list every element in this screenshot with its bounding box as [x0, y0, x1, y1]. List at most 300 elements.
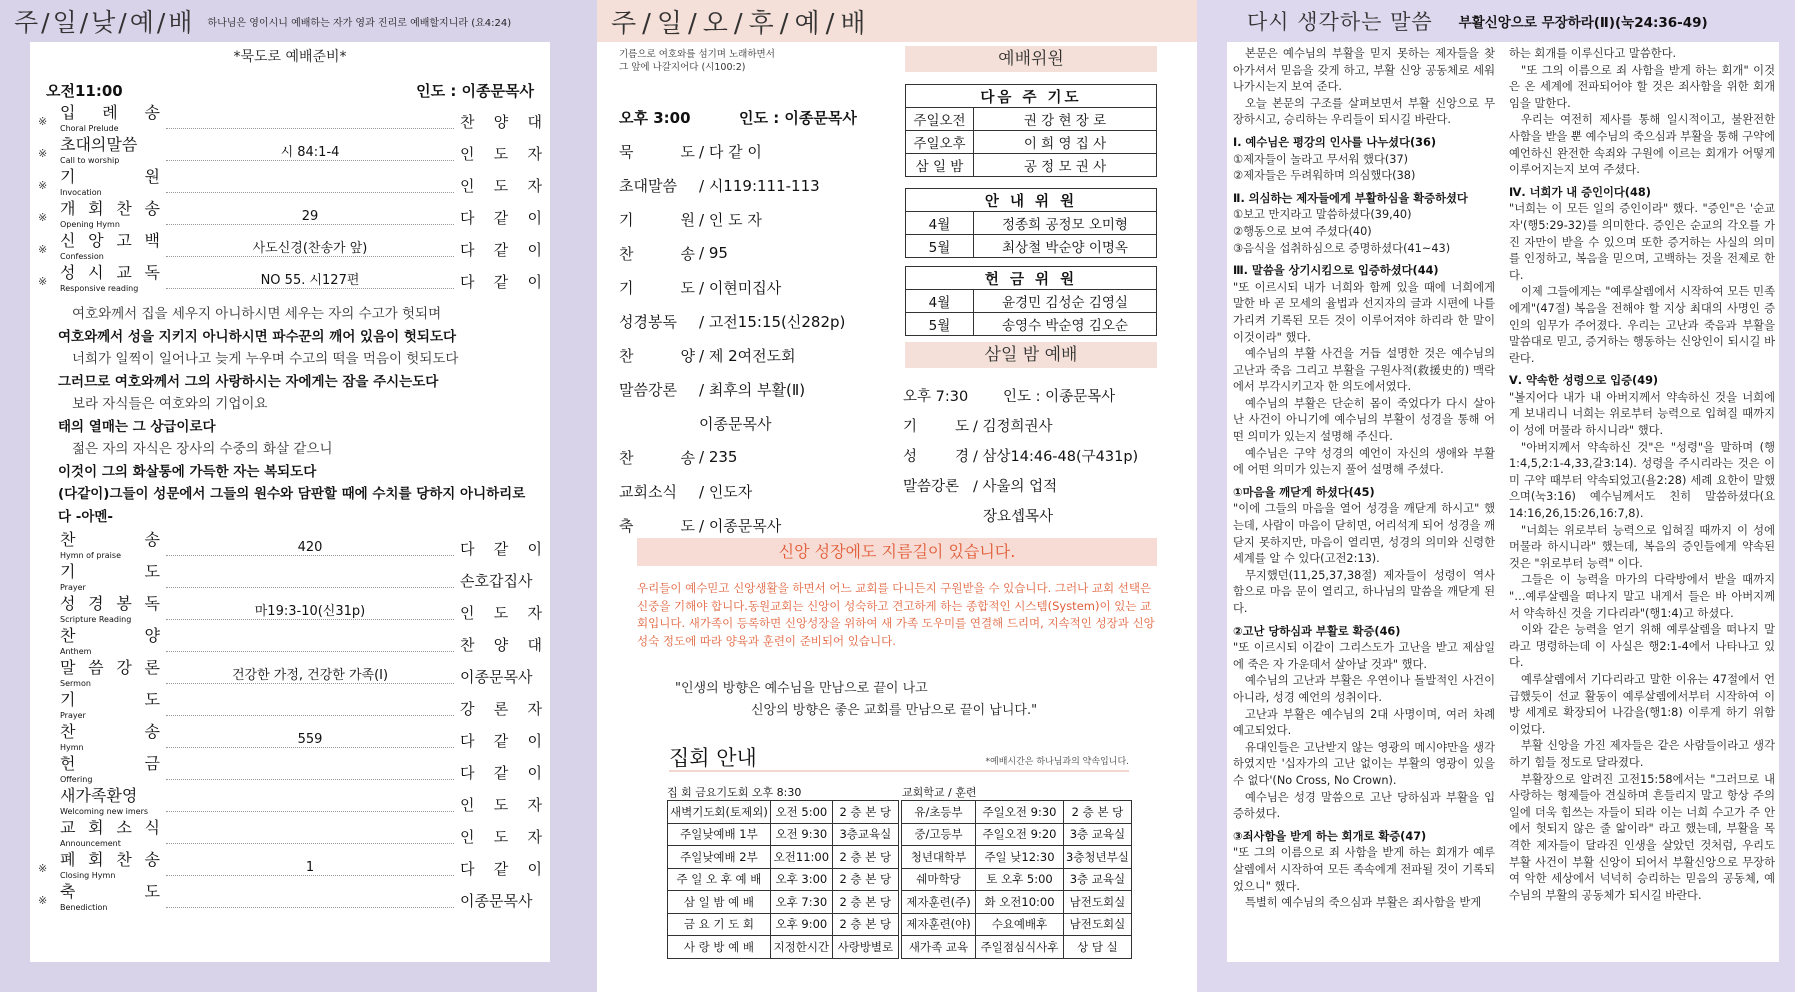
meeting-cell: 새가족 교육: [902, 936, 976, 959]
sermon-paragraph: 무지했던(11,25,37,38절) 제자들이 성령이 역사함으로 마음 문이 열리고, 하나님의 말씀을 깨닫게 된다.: [1233, 568, 1495, 615]
staff-table-names: 정종희 공정모 오미형: [974, 212, 1157, 235]
staff-table-names: 최상철 박순양 이명옥: [974, 235, 1157, 258]
sermon-recap-panel: [1197, 0, 1795, 992]
staff-table-heading: 다음 주 기도: [906, 85, 1157, 108]
order-list-bottom: [38, 532, 542, 916]
sermon-paragraph: 부활장으로 알려진 고전15:58에서는 "그러므로 내 사랑하는 형제들아 견실하며 흔들리지 말고 항상 주의 일에 더욱 힘쓰는 자들이 되라 이는 너희 수고가 주 안에서 헛되지 않은 줄 앎이라" 라고 했는데, 부활을 목격한 제자들이 달라진 인생을 살았던 것처럼, 우리도 부활 사건이 부활 신앙이 되어서 부활신앙으로 무장하여 악한 세상에서 넉넉히 승리하는 믿음의 공동체, 예수님의 부활의 공동체가 되시길 바란다.: [1509, 772, 1775, 902]
afternoon-row-value: / 인도자: [699, 482, 753, 501]
sermon-paragraph: 예수님의 고난과 부활은 우연이나 돌발적인 사건이 아니라, 성경 예언의 성취이다.: [1233, 674, 1495, 704]
order-leader: 인 도 자: [460, 176, 542, 195]
meeting-row: [902, 823, 1132, 846]
order-list-top: [38, 105, 542, 297]
quote-line1: "인생의 방향은 예수님을 만남으로 끝이 나고: [675, 681, 928, 696]
meeting-cell: 3층 교육실: [1064, 868, 1132, 891]
afternoon-row-label: 찬 송: [619, 448, 695, 467]
morning-banner: [0, 0, 597, 42]
staff-table-role: 5월: [906, 313, 974, 336]
afternoon-row-value: / 이현미집사: [699, 278, 782, 297]
evening-leader: 인도 : 이종문목사: [1003, 388, 1116, 405]
afternoon-row-label: 찬 양: [619, 346, 695, 365]
meeting-row: [668, 868, 899, 891]
evening-row-label: 기 도: [903, 418, 969, 435]
order-leader: 이종문목사: [460, 891, 533, 910]
morning-service-panel: [0, 0, 597, 992]
order-detail-text: [307, 892, 313, 907]
order-leader: 강 론 자: [460, 699, 542, 718]
meeting-cell: 사 랑 방 예 배: [668, 936, 771, 959]
order-item: [38, 596, 542, 628]
order-detail-text: 559: [295, 732, 326, 747]
afternoon-row-value: 이종문목사: [699, 414, 772, 433]
evening-row: [903, 500, 1163, 530]
ushers-table: [905, 188, 1157, 258]
order-label: [60, 756, 160, 788]
sermon-paragraph: 유대인들은 고난받지 않는 영광의 메시야만을 생각하였지만 '십자가의 고난 없이는 부활의 영광이 있을 수 없다'(No Cross, No Crown).: [1233, 740, 1495, 787]
order-label: [60, 105, 160, 137]
order-label-english: Invocation: [60, 188, 102, 197]
meeting-cell: 화 오전10:00: [976, 891, 1064, 914]
order-label-english: Hymn of praise: [60, 551, 121, 560]
meeting-cell: 쉐마학당: [902, 868, 976, 891]
order-label: [60, 884, 160, 916]
staff-table-role: 4월: [906, 290, 974, 313]
staff-table-names: 권 강 현 장 로: [974, 108, 1157, 131]
order-detail: [166, 700, 454, 716]
reading-line: 여호와께서 집을 세우지 아니하시면 세우는 자의 수고가 헛되며: [72, 306, 442, 322]
sermon-paragraph: 이와 같은 능력을 얻기 위해 예루살렘을 떠나지 말라고 명령하는데 이 사실은 행2:1-4에서 나타나고 있다.: [1509, 623, 1775, 670]
order-detail-text: [307, 636, 313, 651]
order-label-korean: 개 회 찬 송: [60, 199, 160, 218]
sermon-paragraph: 예수님의 부활은 단순히 몸이 죽었다가 다시 살아난 사건이 아니기에 예수님의 부활이 성경을 통해 어떤 의미가 있는지 설명해 주신다.: [1233, 396, 1495, 444]
evening-time: 오후 7:30: [903, 388, 969, 405]
order-label-korean: 신 앙 고 백: [60, 231, 160, 250]
order-detail: [166, 828, 454, 844]
order-leader: 인 도 자: [460, 827, 542, 846]
order-item: [38, 564, 542, 596]
afternoon-leader: 인도 : 이종문목사: [739, 108, 857, 127]
order-leader: 인 도 자: [460, 795, 542, 814]
offering-table: [905, 266, 1157, 336]
order-item: [38, 265, 542, 297]
meeting-cell: 주일낮예배 2부: [668, 846, 771, 869]
order-marker: ※: [38, 274, 48, 288]
staff-table-role: 4월: [906, 212, 974, 235]
order-item: [38, 852, 542, 884]
staff-table-role: 주일오전: [906, 108, 974, 131]
staff-table-head-row: [906, 267, 1157, 290]
order-detail: [166, 764, 454, 780]
order-detail: [166, 273, 454, 289]
afternoon-row: [619, 236, 879, 270]
evening-order: [903, 380, 1163, 530]
order-item: [38, 201, 542, 233]
growth-quote: [675, 678, 1155, 722]
order-detail: [166, 636, 454, 652]
meeting-cell: 청년대학부: [902, 846, 976, 869]
order-label-english: Prayer: [60, 711, 86, 720]
afternoon-row: [619, 168, 879, 202]
order-item: [38, 692, 542, 724]
order-marker: ※: [38, 893, 48, 907]
order-item: [38, 660, 542, 692]
afternoon-row: [619, 202, 879, 236]
evening-rows: [903, 410, 1163, 530]
meeting-table-school: [901, 800, 1132, 959]
order-detail-text: 마19:3-10(신31p): [252, 604, 368, 619]
order-label: [60, 532, 160, 564]
sermon-paragraph: 오늘 본문의 구조를 살펴보면서 부활 신앙으로 무장하시고, 승리하는 우리들이 되시길 바란다.: [1233, 96, 1495, 127]
sermon-paragraph: "또 이르시되 이같이 그리스도가 고난을 받고 제삼일에 죽은 자 가운데서 살아날 것과" 했다.: [1233, 641, 1495, 671]
order-label: [60, 564, 160, 596]
order-marker: ※: [38, 242, 48, 256]
staff-table-row: [906, 108, 1157, 131]
afternoon-row: [619, 440, 879, 474]
order-leader: 이종문목사: [460, 667, 533, 686]
order-leader: 다 같 이: [460, 539, 542, 558]
order-detail: [166, 145, 454, 161]
afternoon-row: [619, 474, 879, 508]
staff-table-row: [906, 154, 1157, 177]
sermon-paragraph: 그들은 이 능력을 마가의 다락방에서 받을 때까지 "…예루살렘을 떠나지 말고 내게서 들은 바 아버지께서 약속하신 것을 기다리라"(행1:4)고 하셨다.: [1509, 573, 1775, 620]
growth-body: 우리들이 예수믿고 신앙생활을 하면서 어느 교회를 다니든지 구원받을 수 있습니다. 그러나 교회 선택은 신중을 기해야 합니다.동원교회는 신앙이 성숙하고 견고하게 하는 종합적인 시스템(System)이 있는 교회입니다. 새가족이 등록하면 신앙성장을 위하여 새 가족 도우미를 연결해 드리며, 지속적인 성장과 신앙성숙 정도에 따라 양육과 훈련이 준비되어 있습니다.: [637, 581, 1155, 648]
order-item: [38, 724, 542, 756]
order-label: [60, 596, 160, 628]
order-label-korean: 헌 금: [60, 754, 160, 773]
order-detail-text: [307, 572, 313, 587]
meeting-cell: 상 담 실: [1064, 936, 1132, 959]
sermon-paragraph: "너희는 이 모든 일의 증인이라" 했다. "증인"은 '순교자'(행5:29-32)를 의미한다. 증인은 순교의 각오를 가진 자만이 받을 수 있으며 또한 증거하는 사실의 의미를 인정하고, 복음을 믿으며, 고백하는 것을 전제로 한다.: [1509, 202, 1775, 282]
meeting-row: [902, 801, 1132, 824]
order-label-english: Confession: [60, 252, 104, 261]
order-detail-text: 시 84:1-4: [278, 145, 343, 160]
meeting-cell: 3층교육실: [832, 823, 898, 846]
order-label: [60, 628, 160, 660]
order-detail-text: 사도신경(찬송가 앞): [250, 241, 371, 256]
sermon-paragraph: 부활 신앙을 가진 제자들은 같은 사람들이라고 생각하기 힘들 정도로 달라졌다.: [1509, 739, 1775, 769]
meeting-cell: 주일낮예배 1부: [668, 823, 771, 846]
meeting-cell: 제자훈련(야): [902, 913, 976, 936]
sermon-paragraph: ②행동으로 보여 주셨다(40): [1233, 224, 1372, 238]
sermon-column-left: [1233, 46, 1495, 912]
sermon-paragraph: "또 그의 이름으로 죄 사함을 받게 하는 회개" 이것은 온 세계에 전파되어야 할 것은 죄사함을 위한 회개임을 말한다.: [1509, 63, 1775, 110]
meeting-cell: 2 층 본 당: [832, 801, 898, 824]
order-label-english: Choral Prelude: [60, 124, 119, 133]
order-label-english: Anthem: [60, 647, 92, 656]
meeting-cell: 삼 일 밤 예 배: [668, 891, 771, 914]
evening-row-label: 말씀강론: [903, 478, 960, 495]
order-label-korean: 초대의말씀: [60, 135, 138, 154]
meeting-cell: 유/초등부: [902, 801, 976, 824]
sermon-paragraph: ①마음을 깨닫게 하셨다(45): [1233, 485, 1375, 499]
meeting-cell: 2 층 본 당: [832, 846, 898, 869]
order-leader: 다 같 이: [460, 731, 542, 750]
order-leader: 다 같 이: [460, 208, 542, 227]
meeting-row: [668, 913, 899, 936]
afternoon-verse: [619, 48, 775, 74]
staff-table-row: [906, 235, 1157, 258]
sermon-paragraph: 예수님의 부활 사건을 거듭 설명한 것은 예수님의 고난과 죽음 그리고 부활을 구원사적(救援史的) 맥락에서 부각시키고자 한 의도에서였다.: [1233, 347, 1495, 394]
staff-table-row: [906, 313, 1157, 336]
sermon-paragraph: 예수님은 구약 성경의 예언이 자신의 생애와 부활에 어떤 의미가 있는지 풀어 설명해 주셨다.: [1233, 446, 1495, 477]
order-item: [38, 628, 542, 660]
order-detail-text: 420: [295, 540, 326, 555]
meeting-cell: 오후 3:00: [770, 868, 832, 891]
meeting-cell: 오전 5:00: [770, 801, 832, 824]
staff-table-head-row: [906, 189, 1157, 212]
meeting-cell: 주 일 오 후 예 배: [668, 868, 771, 891]
order-item: [38, 169, 542, 201]
sermon-sheet: [1227, 42, 1779, 962]
meeting-row: [668, 891, 899, 914]
sermon-paragraph: Ⅲ. 말씀을 상기시킴으로 입증하셨다(44): [1233, 264, 1439, 278]
afternoon-row-value: / 고전15:15(신282p): [699, 312, 846, 331]
meeting-row: [902, 913, 1132, 936]
meeting-cell: 2 층 본 당: [832, 913, 898, 936]
meeting-note: *예배시간은 하나님과의 약속입니다.: [985, 757, 1129, 767]
evening-row: [903, 470, 1163, 500]
staff-table-names: 윤경민 김성순 김영실: [974, 290, 1157, 313]
evening-header: [903, 380, 1163, 410]
afternoon-row: [619, 406, 879, 440]
order-label: [60, 820, 160, 852]
order-label-english: Hymn: [60, 743, 84, 752]
afternoon-row-value: / 최후의 부활(Ⅱ): [699, 380, 806, 399]
meeting-row: [668, 823, 899, 846]
afternoon-row-label: 기 원: [619, 210, 695, 229]
order-detail: [166, 732, 454, 748]
afternoon-row-value: / 95: [699, 244, 728, 262]
order-label-korean: 성 시 교 독: [60, 263, 160, 282]
sermon-section-title: 다시 생각하는 말씀: [1247, 10, 1433, 34]
service-header: [46, 80, 534, 101]
sermon-paragraph: "이에 그들의 마음을 열어 성경을 깨닫게 하시고" 했는데, 사람이 마음이 닫히면, 어리석게 되어 성경을 깨닫지 못하지만, 마음이 열리면, 성경의 의미와 신령한 세계를 알 수 있다(고전2:13).: [1233, 502, 1495, 566]
order-detail-text: NO 55. 시127편: [258, 273, 363, 288]
afternoon-row-value: / 235: [699, 448, 738, 466]
sermon-paragraph: 예루살렘에서 기다리라고 말한 이유는 47절에서 언급했듯이 선교 활동이 예루살렘에서부터 시작하여 이방 세계로 확장되어 나감을(행1:8) 이루게 하기 위함이었다.: [1509, 672, 1775, 736]
meeting-cell: 오후 9:00: [770, 913, 832, 936]
evening-row-value: 장요셉목사: [983, 508, 1054, 525]
afternoon-header: [619, 100, 879, 134]
meeting-row: [668, 846, 899, 869]
meeting-cell: 남전도회실: [1064, 913, 1132, 936]
order-label-korean: 교 회 소 식: [60, 818, 160, 837]
sermon-paragraph: 본문은 예수님의 부활을 믿지 못하는 제자들을 찾아가셔서 믿음을 갖게 하고, 부활 신앙 공동체로 세워 나가시는지 보여 준다.: [1233, 47, 1495, 94]
order-leader: 다 같 이: [460, 859, 542, 878]
reading-line: 태의 열매는 그 상급이로다: [58, 418, 216, 435]
meeting-cell: 주일점심식사후: [976, 936, 1064, 959]
sermon-paragraph: Ⅳ. 너희가 내 증인이다(48): [1509, 185, 1651, 199]
sermon-paragraph: ②고난 당하심과 부활로 확증(46): [1233, 624, 1401, 638]
order-detail: [166, 892, 454, 908]
order-label-english: Offering: [60, 775, 93, 784]
service-time: 오전11:00: [46, 82, 123, 100]
meeting-cell: 3층청년부실: [1064, 846, 1132, 869]
order-detail-text: [307, 828, 313, 843]
order-marker: ※: [38, 146, 48, 160]
order-marker: ※: [38, 178, 48, 192]
service-leader: 인도 : 이종문목사: [416, 82, 534, 100]
meeting-cell: 2 층 본 당: [832, 868, 898, 891]
evening-row-value: / 김정희권사: [973, 418, 1053, 435]
afternoon-row-label: 초대말씀: [619, 176, 677, 195]
order-detail-text: [307, 177, 313, 192]
sermon-paragraph: 이제 그들에게는 "예루살렘에서 시작하여 모든 민족에게"(47절) 복음을 전해야 할 지상 최대의 사명인 증인의 임무가 주어졌다. 우리는 고난과 죽음과 부활을 말씀대로 믿고, 증거하는 행동하는 신앙인이 되시길 바란다.: [1509, 285, 1775, 365]
sermon-paragraph: "너희는 위로부터 능력으로 입혀질 때까지 이 성에 머물라 하시니라" 했는데, 복음의 증인들에게 약속된 것은 "위로부터 능력" 이다.: [1509, 523, 1775, 570]
prep-note: *묵도로 예배준비*: [233, 49, 347, 65]
staff-table-names: 송영수 박순영 김오순: [974, 313, 1157, 336]
afternoon-order: [619, 100, 879, 542]
order-item: [38, 233, 542, 265]
order-item: [38, 788, 542, 820]
evening-row: [903, 410, 1163, 440]
staff-table-names: 공 정 모 권 사: [974, 154, 1157, 177]
order-label-english: Announcement: [60, 839, 121, 848]
order-leader: 다 같 이: [460, 272, 542, 291]
sermon-paragraph: 하는 회개를 이루신다고 말씀한다.: [1509, 47, 1677, 60]
sermon-paragraph: 고난과 부활은 예수님의 2대 사명이며, 여러 차례 예고되었다.: [1233, 707, 1495, 738]
order-label-english: Welcoming new imers: [60, 807, 149, 816]
sermon-paragraph: ③음식을 섭취하심으로 증명하셨다(41~43): [1233, 241, 1451, 255]
order-label: [60, 692, 160, 724]
reading-line: 너희가 일찍이 일어나고 늦게 누우며 수고의 떡을 먹음이 헛되도다: [72, 351, 459, 367]
order-label-korean: 찬 송: [60, 530, 160, 549]
order-leader: 인 도 자: [460, 144, 542, 163]
sermon-paragraph: "또 그의 이름으로 죄 사함을 받게 하는 회개가 예루살렘에서 시작하여 모든 족속에게 전파될 것이 기록되었으니" 했다.: [1233, 846, 1495, 893]
growth-title: 신앙 성장에도 지름길이 있습니다.: [637, 538, 1157, 566]
order-label: [60, 852, 160, 884]
afternoon-row-label: 찬 송: [619, 244, 695, 263]
order-label-english: Call to worship: [60, 156, 120, 165]
order-detail: [166, 668, 454, 684]
order-leader: 손호갑집사: [460, 571, 533, 590]
order-item: [38, 105, 542, 137]
order-label: [60, 788, 160, 820]
staff-table-row: [906, 131, 1157, 154]
order-label-korean: 기 도: [60, 562, 160, 581]
afternoon-service-panel: [597, 0, 1197, 992]
sermon-paragraph: Ⅰ. 예수님은 평강의 인사를 나누셨다(36): [1233, 135, 1437, 149]
order-label-english: Opening Hymn: [60, 220, 120, 229]
staff-table-heading: 안 내 위 원: [906, 189, 1157, 212]
meeting-row: [902, 891, 1132, 914]
sermon-paragraph: Ⅱ. 의심하는 제자들에게 부활하심을 확증하셨다: [1233, 191, 1468, 205]
order-detail-text: [307, 764, 313, 779]
meeting-cell: 오전11:00: [770, 846, 832, 869]
meeting-cell: 지정한시간: [770, 936, 832, 959]
afternoon-row: [619, 508, 879, 542]
meeting-cell: 주일오전 9:20: [976, 823, 1064, 846]
meeting-cell: 사랑방별로: [832, 936, 898, 959]
afternoon-banner: [597, 0, 1197, 42]
afternoon-row-value: / 이종문목사: [699, 516, 782, 535]
reading-line: 젊은 자의 자식은 장사의 수중의 화살 같으니: [72, 441, 333, 457]
evening-row: [903, 440, 1163, 470]
sermon-title: 부활신앙으로 무장하라(Ⅱ)(눅24:36-49): [1458, 15, 1708, 31]
order-label-english: Benediction: [60, 903, 108, 912]
afternoon-rows: [619, 134, 879, 542]
order-label-korean: 기 원: [60, 167, 160, 186]
meeting-cell: 토 오후 5:00: [976, 868, 1064, 891]
quote-line2: 신앙의 방향은 좋은 교회를 만남으로 끝이 납니다.": [751, 703, 1038, 718]
order-detail: [166, 572, 454, 588]
reading-line: 보라 자식들은 여호와의 기업이요: [72, 396, 268, 412]
afternoon-row-value: / 제 2여전도회: [699, 346, 796, 365]
sermon-column-right: [1509, 46, 1775, 904]
afternoon-row-label: 말씀강론: [619, 380, 677, 399]
afternoon-verse-line1: 기름으로 여호와를 섬기며 노래하면서: [619, 49, 775, 60]
order-label-korean: 말 씀 강 론: [60, 658, 160, 677]
order-leader: 찬 양 대: [460, 112, 542, 131]
meeting-cell: 제자훈련(주): [902, 891, 976, 914]
afternoon-row-label: 교회소식: [619, 482, 677, 501]
order-label-korean: 입 례 송: [60, 103, 160, 122]
evening-row-value: / 사울의 업적: [973, 478, 1058, 495]
afternoon-verse-line2: 그 앞에 나갈지어다 (시100:2): [619, 62, 746, 73]
meeting-table-worship: [667, 800, 899, 959]
order-label-korean: 폐 회 찬 송: [60, 850, 160, 869]
sermon-banner: [1197, 0, 1795, 42]
sermon-paragraph: "볼지어다 내가 내 아버지께서 약속하신 것을 너희에게 보내리니 너희는 위로부터 능력으로 입혀질 때까지 이 성에 머물라 하시니라" 했다.: [1509, 390, 1775, 438]
morning-order-sheet: [30, 42, 550, 962]
order-label-english: Sermon: [60, 679, 91, 688]
reading-line: 이것이 그의 화살통에 가득한 자는 복되도다: [58, 463, 317, 480]
reading-line: 여호와께서 성을 지키지 아니하시면 파수꾼의 깨어 있음이 헛되도다: [58, 328, 457, 345]
order-label: [60, 201, 160, 233]
staff-table-names: 이 희 영 집 사: [974, 131, 1157, 154]
morning-title: 주/일/낮/예/배: [14, 8, 196, 37]
order-leader: 다 같 이: [460, 763, 542, 782]
next-prayer-table: [905, 84, 1157, 177]
meeting-cell: 금 요 기 도 회: [668, 913, 771, 936]
afternoon-row-value: / 시119:111-113: [699, 176, 820, 195]
meeting-cell: 수요예배후: [976, 913, 1064, 936]
order-item: [38, 884, 542, 916]
meeting-row: [668, 801, 899, 824]
afternoon-row-label: 기 도: [619, 278, 695, 297]
meeting-cell: 새벽기도회(토제외): [668, 801, 771, 824]
order-label-korean: 찬 송: [60, 722, 160, 741]
meeting-cell: 3층 교육실: [1064, 823, 1132, 846]
staff-table-role: 5월: [906, 235, 974, 258]
afternoon-row-label: 묵 도: [619, 142, 695, 161]
meeting-sub-right: 교회학교 / 훈련: [902, 786, 977, 799]
meeting-row: [902, 868, 1132, 891]
meeting-row: [902, 846, 1132, 869]
order-leader: 찬 양 대: [460, 635, 542, 654]
order-item: [38, 532, 542, 564]
order-label: [60, 265, 160, 297]
meeting-cell: 남전도회실: [1064, 891, 1132, 914]
order-item: [38, 756, 542, 788]
meeting-title: 집회 안내: [669, 746, 757, 770]
order-label: [60, 660, 160, 692]
order-label-english: Closing Hymn: [60, 871, 116, 880]
order-detail-text: [307, 700, 313, 715]
order-detail: [166, 604, 454, 620]
order-label-korean: 기 도: [60, 690, 160, 709]
order-detail-text: 건강한 가정, 건강한 가족(Ⅰ): [229, 668, 391, 683]
staff-table-row: [906, 212, 1157, 235]
order-item: [38, 137, 542, 169]
sermon-paragraph: Ⅴ. 약속한 성령으로 입증(49): [1509, 374, 1659, 388]
meeting-cell: 주일 낮12:30: [976, 846, 1064, 869]
meeting-row: [668, 936, 899, 959]
afternoon-title: 주/일/오/후/예/배: [611, 8, 872, 39]
sermon-paragraph: ①보고 만지라고 말씀하셨다(39,40): [1233, 208, 1412, 222]
meeting-cell: 오전 9:30: [770, 823, 832, 846]
meeting-sub-left: 집 회 금요기도회 오후 8:30: [667, 786, 802, 799]
order-detail-text: 1: [303, 860, 317, 875]
